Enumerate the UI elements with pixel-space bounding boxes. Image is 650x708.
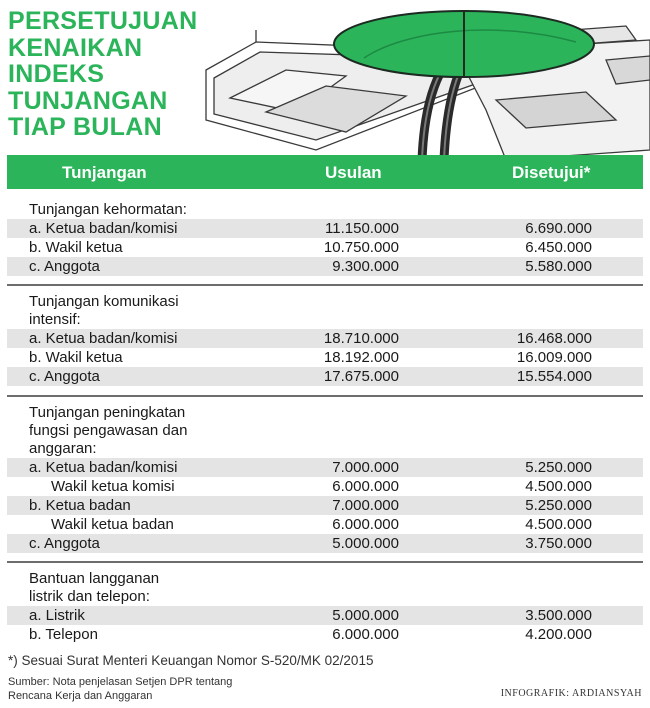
- row-label: Wakil ketua komisi: [51, 478, 175, 495]
- table-row: [7, 606, 643, 625]
- disetujui-value: 15.554.000: [516, 368, 592, 385]
- usulan-value: 10.750.000: [323, 239, 399, 256]
- title-line: INDEKS: [8, 60, 105, 88]
- section-tunjangan-pengawasan: [7, 395, 643, 553]
- row-label: a. Ketua badan/komisi: [29, 220, 178, 237]
- title-line: TUNJANGAN: [8, 86, 168, 115]
- column-header-tunjangan: Tunjangan: [62, 163, 147, 182]
- usulan-value: 17.675.000: [323, 368, 399, 385]
- usulan-value: 6.000.000: [332, 516, 399, 533]
- disetujui-value: 3.750.000: [525, 535, 592, 552]
- usulan-value: 11.150.000: [325, 220, 399, 237]
- disetujui-value: 4.200.000: [525, 626, 592, 643]
- table-row: [7, 515, 643, 534]
- usulan-value: 7.000.000: [332, 497, 399, 514]
- table-row: [7, 219, 643, 238]
- usulan-value: 6.000.000: [332, 626, 399, 643]
- disetujui-value: 4.500.000: [525, 516, 592, 533]
- row-label: b. Telepon: [29, 626, 98, 643]
- disetujui-value: 5.250.000: [525, 497, 592, 514]
- section-tunjangan-kehormatan: [7, 193, 643, 276]
- row-label: a. Ketua badan/komisi: [29, 459, 178, 476]
- column-header-disetujui: Disetujui*: [512, 163, 591, 182]
- section-title: Bantuan langganan listrik dan telepon:: [29, 570, 160, 605]
- table-header: [7, 155, 643, 189]
- usulan-value: 5.000.000: [332, 535, 399, 552]
- usulan-value: 18.710.000: [323, 330, 399, 347]
- table-row: [7, 329, 643, 348]
- section-tunjangan-komunikasi: [7, 284, 643, 386]
- table-row: [7, 458, 643, 477]
- disetujui-value: 16.468.000: [516, 330, 592, 347]
- usulan-value: 18.192.000: [323, 349, 399, 366]
- title-line: TIAP BULAN: [8, 113, 162, 141]
- section-divider: [7, 561, 643, 563]
- section-title: Tunjangan kehormatan:: [29, 201, 187, 218]
- disetujui-value: 5.250.000: [525, 459, 592, 476]
- row-label: b. Ketua badan: [29, 497, 131, 514]
- usulan-value: 6.000.000: [332, 478, 399, 495]
- parliament-building-illustration: [196, 0, 650, 160]
- table-row: [7, 625, 643, 644]
- title-line: PERSETUJUAN: [8, 7, 198, 35]
- section-bantuan-langganan: [7, 561, 643, 644]
- infographic-credit: INFOGRAFIK: ARDIANSYAH: [500, 688, 642, 699]
- row-label: a. Ketua badan/komisi: [29, 330, 178, 347]
- infographic-title: [8, 8, 197, 141]
- section-divider: [7, 284, 643, 286]
- disetujui-value: 6.690.000: [525, 220, 592, 237]
- disetujui-value: 4.500.000: [525, 478, 592, 495]
- section-title: Tunjangan komunikasi intensif:: [29, 293, 179, 328]
- row-label: c. Anggota: [29, 535, 100, 552]
- footnote: *) Sesuai Surat Menteri Keuangan Nomor S-520/MK 02/2015: [8, 653, 374, 668]
- row-label: Wakil ketua badan: [51, 516, 174, 533]
- disetujui-value: 5.580.000: [525, 258, 592, 275]
- row-label: b. Wakil ketua: [29, 349, 123, 366]
- table-row: [7, 367, 643, 386]
- row-label: a. Listrik: [29, 607, 85, 624]
- section-title: Tunjangan peningkatan fungsi pengawasan dan anggaran:: [29, 404, 188, 457]
- table-row: [7, 534, 643, 553]
- disetujui-value: 16.009.000: [516, 349, 592, 366]
- row-label: c. Anggota: [29, 258, 100, 275]
- source-note: Sumber: Nota penjelasan Setjen DPR tentang Rencana Kerja dan Anggaran: [8, 676, 233, 702]
- table-row: [7, 348, 643, 367]
- table-row: [7, 477, 643, 496]
- row-label: c. Anggota: [29, 368, 100, 385]
- table-row: [7, 496, 643, 515]
- usulan-value: 9.300.000: [332, 258, 399, 275]
- disetujui-value: 3.500.000: [525, 607, 592, 624]
- table-row: [7, 238, 643, 257]
- usulan-value: 5.000.000: [332, 607, 399, 624]
- section-divider: [7, 395, 643, 397]
- usulan-value: 7.000.000: [332, 459, 399, 476]
- title-line: KENAIKAN: [8, 33, 143, 62]
- table-row: [7, 257, 643, 276]
- disetujui-value: 6.450.000: [525, 239, 592, 256]
- row-label: b. Wakil ketua: [29, 239, 123, 256]
- column-header-usulan: Usulan: [325, 163, 382, 182]
